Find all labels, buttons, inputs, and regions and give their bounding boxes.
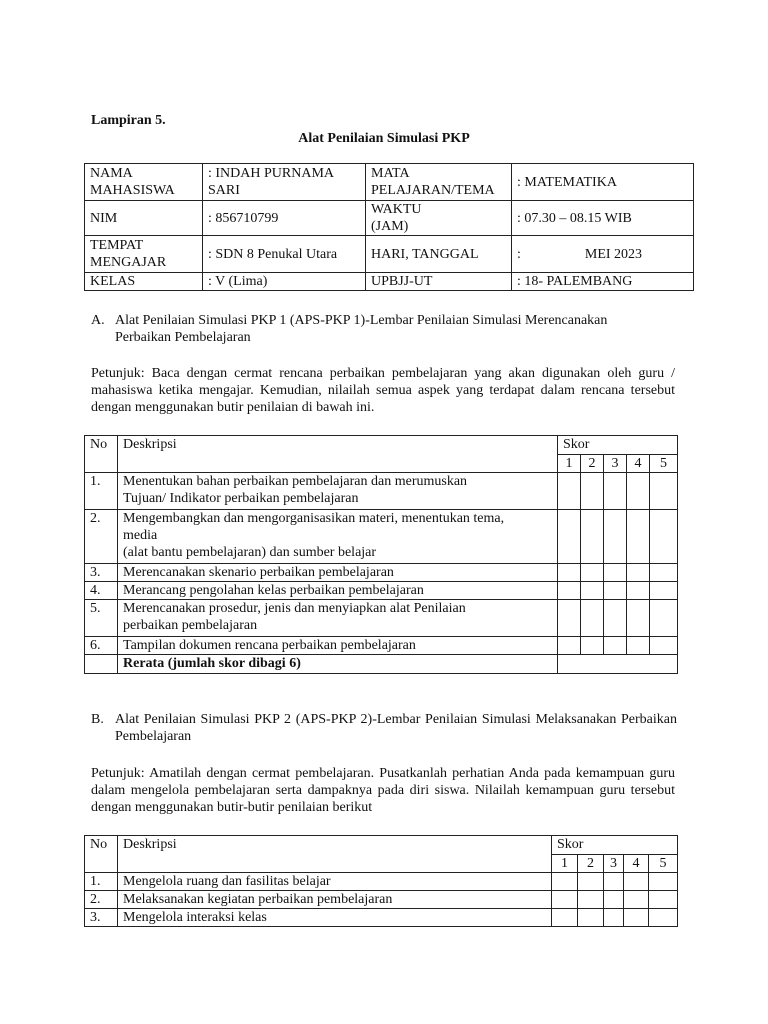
- table-row: [85, 873, 678, 891]
- table-row: [85, 564, 678, 582]
- score-cell[interactable]: [627, 473, 650, 510]
- row-no: 2.: [85, 891, 118, 909]
- section-b-heading: [91, 711, 677, 747]
- score-col-1: 1: [558, 455, 581, 473]
- score-col-1: 1: [552, 855, 578, 873]
- row-desc-line: Merencanakan prosedur, jenis dan menyiapkan alat Penilaian: [123, 601, 466, 616]
- score-cell[interactable]: [578, 873, 604, 891]
- score-cell[interactable]: [627, 564, 650, 582]
- score-cell[interactable]: [578, 891, 604, 909]
- footer-rerata: Rerata (jumlah skor dibagi 6): [118, 655, 558, 674]
- score-col-5: 5: [650, 455, 678, 473]
- score-cell[interactable]: [650, 473, 678, 510]
- section-a-label: A.: [91, 313, 105, 328]
- score-cell[interactable]: [558, 510, 581, 564]
- value-nim: : 856710799: [203, 201, 366, 236]
- lampiran-label: Lampiran 5.: [91, 113, 166, 128]
- table-row: [85, 473, 678, 510]
- score-cell[interactable]: [581, 600, 604, 637]
- row-desc: [118, 637, 558, 655]
- row-desc-line: perbaikan pembelajaran: [123, 618, 258, 633]
- value-waktu: : 07.30 – 08.15 WIB: [512, 201, 694, 236]
- section-a-petunjuk: Petunjuk: Baca dengan cermat rencana perbaikan pembelajaran yang akan digunakan oleh guru / mahasiswa ketika mengajar. Kemudian, nilailah semua aspek yang terdapat dalam rencana tersebut dengan menggunakan butir penilaian di bawah ini.: [91, 366, 675, 415]
- row-desc: [118, 582, 558, 600]
- row-desc-line: Tujuan/ Indikator perbaikan pembelajaran: [123, 491, 359, 506]
- score-cell[interactable]: [581, 510, 604, 564]
- section-a-title: Alat Penilaian Simulasi PKP 1 (APS-PKP 1)-Lembar Penilaian Simulasi Merencanakan Perbaikan Pembelajaran: [115, 313, 608, 345]
- score-cell[interactable]: [650, 637, 678, 655]
- section-b-label: B.: [91, 712, 104, 727]
- score-cell[interactable]: [604, 473, 627, 510]
- score-table-a: [84, 435, 678, 674]
- score-cell[interactable]: [604, 510, 627, 564]
- score-cell[interactable]: [581, 582, 604, 600]
- score-cell[interactable]: [581, 564, 604, 582]
- score-cell[interactable]: [558, 564, 581, 582]
- section-b-title: Alat Penilaian Simulasi PKP 2 (APS-PKP 2)-Lembar Penilaian Simulasi Melaksanakan Perbaikan Pembelajaran: [115, 712, 677, 744]
- label-tempat-mengajar: TEMPAT MENGAJAR: [85, 236, 203, 273]
- value-hari-colon: :: [517, 246, 521, 262]
- row-no: 4.: [85, 582, 118, 600]
- score-table-b: [84, 835, 678, 927]
- label-hari-tanggal: HARI, TANGGAL: [366, 236, 512, 273]
- score-cell[interactable]: [627, 637, 650, 655]
- row-desc-line: Mengembangkan dan mengorganisasikan materi, menentukan tema,: [123, 511, 505, 526]
- score-col-4: 4: [627, 455, 650, 473]
- row-desc: Melaksanakan kegiatan perbaikan pembelajaran: [118, 891, 552, 909]
- score-cell[interactable]: [558, 473, 581, 510]
- score-col-3: 3: [604, 455, 627, 473]
- score-cell[interactable]: [604, 873, 624, 891]
- score-cell[interactable]: [650, 582, 678, 600]
- value-tempat: : SDN 8 Penukal Utara: [203, 236, 366, 273]
- value-tanggal: MEI 2023: [584, 246, 643, 262]
- row-desc: Mengelola ruang dan fasilitas belajar: [118, 873, 552, 891]
- info-row-kelas: [85, 273, 694, 291]
- info-row-name: [85, 164, 694, 201]
- header-skor: Skor: [558, 436, 678, 455]
- score-cell[interactable]: [627, 510, 650, 564]
- score-cell[interactable]: [552, 909, 578, 927]
- header-deskripsi: Deskripsi: [118, 836, 552, 873]
- row-desc-line: Menentukan bahan perbaikan pembelajaran dan merumuskan: [123, 474, 468, 489]
- table-a-header: [85, 436, 678, 455]
- score-cell[interactable]: [627, 582, 650, 600]
- row-desc-line: (alat bantu pembelajaran) dan sumber belajar: [123, 545, 377, 560]
- label-nama-mahasiswa: NAMA MAHASISWA: [85, 164, 203, 201]
- row-desc: [118, 564, 558, 582]
- score-cell[interactable]: [649, 873, 678, 891]
- score-cell[interactable]: [649, 909, 678, 927]
- score-cell[interactable]: [604, 564, 627, 582]
- score-col-2: 2: [581, 455, 604, 473]
- label-nim: NIM: [85, 201, 203, 236]
- score-cell[interactable]: [558, 582, 581, 600]
- label-upbjj: UPBJJ-UT: [366, 273, 512, 291]
- header-no: No: [85, 436, 118, 473]
- info-row-tempat: [85, 236, 694, 273]
- table-row: [85, 637, 678, 655]
- row-no: 6.: [85, 637, 118, 655]
- score-cell[interactable]: [552, 891, 578, 909]
- score-cell[interactable]: [604, 909, 624, 927]
- score-cell[interactable]: [650, 510, 678, 564]
- document-title: Alat Penilaian Simulasi PKP: [298, 131, 470, 146]
- value-upbjj: : 18- PALEMBANG: [512, 273, 694, 291]
- info-table: [84, 163, 694, 291]
- header-skor: Skor: [552, 836, 678, 855]
- footer-rerata-score[interactable]: [558, 655, 678, 674]
- row-desc-line: Merancang pengolahan kelas perbaikan pembelajaran: [123, 583, 424, 598]
- value-hari-tanggal: [512, 236, 694, 273]
- row-no: 2.: [85, 510, 118, 564]
- row-desc: [118, 510, 558, 564]
- row-desc-line: Merencanakan skenario perbaikan pembelajaran: [123, 565, 394, 580]
- score-col-3: 3: [604, 855, 624, 873]
- header-deskripsi: Deskripsi: [118, 436, 558, 473]
- label-waktu-line1: WAKTU: [371, 202, 422, 217]
- row-desc-line: Tampilan dokumen rencana perbaikan pembelajaran: [123, 638, 416, 653]
- score-cell[interactable]: [624, 891, 649, 909]
- table-b-header: [85, 836, 678, 855]
- score-cell[interactable]: [552, 873, 578, 891]
- header-no: No: [85, 836, 118, 873]
- table-a-footer: [85, 655, 678, 674]
- score-cell[interactable]: [604, 600, 627, 637]
- label-mata-pelajaran: MATA PELAJARAN/TEMA: [366, 164, 512, 201]
- table-row: [85, 582, 678, 600]
- label-kelas: KELAS: [85, 273, 203, 291]
- row-desc-line: media: [123, 528, 158, 543]
- score-cell[interactable]: [604, 637, 627, 655]
- score-cell[interactable]: [649, 891, 678, 909]
- score-cell[interactable]: [650, 564, 678, 582]
- footer-no: [85, 655, 118, 674]
- table-row: [85, 600, 678, 637]
- score-cell[interactable]: [624, 873, 649, 891]
- table-row: [85, 909, 678, 927]
- section-a-heading: [91, 312, 677, 348]
- score-col-5: 5: [649, 855, 678, 873]
- row-no: 5.: [85, 600, 118, 637]
- score-cell[interactable]: [558, 637, 581, 655]
- info-row-nim: [85, 201, 694, 236]
- score-cell[interactable]: [558, 600, 581, 637]
- label-waktu: [366, 201, 512, 236]
- value-mata-pelajaran: : MATEMATIKA: [512, 164, 694, 201]
- table-row: [85, 510, 678, 564]
- row-desc: [118, 600, 558, 637]
- score-cell[interactable]: [578, 909, 604, 927]
- score-cell[interactable]: [581, 473, 604, 510]
- value-kelas: : V (Lima): [203, 273, 366, 291]
- score-cell[interactable]: [650, 600, 678, 637]
- row-no: 1.: [85, 873, 118, 891]
- score-cell[interactable]: [627, 600, 650, 637]
- row-no: 1.: [85, 473, 118, 510]
- score-cell[interactable]: [604, 891, 624, 909]
- row-desc: Mengelola interaksi kelas: [118, 909, 552, 927]
- score-col-4: 4: [624, 855, 649, 873]
- score-cell[interactable]: [604, 582, 627, 600]
- score-col-2: 2: [578, 855, 604, 873]
- table-row: [85, 891, 678, 909]
- row-no: 3.: [85, 909, 118, 927]
- row-no: 3.: [85, 564, 118, 582]
- score-cell[interactable]: [624, 909, 649, 927]
- row-desc: [118, 473, 558, 510]
- label-waktu-line2: (JAM): [371, 219, 409, 234]
- section-b-petunjuk: Petunjuk: Amatilah dengan cermat pembelajaran. Pusatkanlah perhatian Anda pada kemampuan guru dalam mengelola pembelajaran serta dampaknya pada diri siswa. Nilailah kemampuan guru tersebut dengan menggunakan butir-butir penilaian berikut: [91, 766, 675, 815]
- value-nama: : INDAH PURNAMA SARI: [203, 164, 366, 201]
- score-cell[interactable]: [581, 637, 604, 655]
